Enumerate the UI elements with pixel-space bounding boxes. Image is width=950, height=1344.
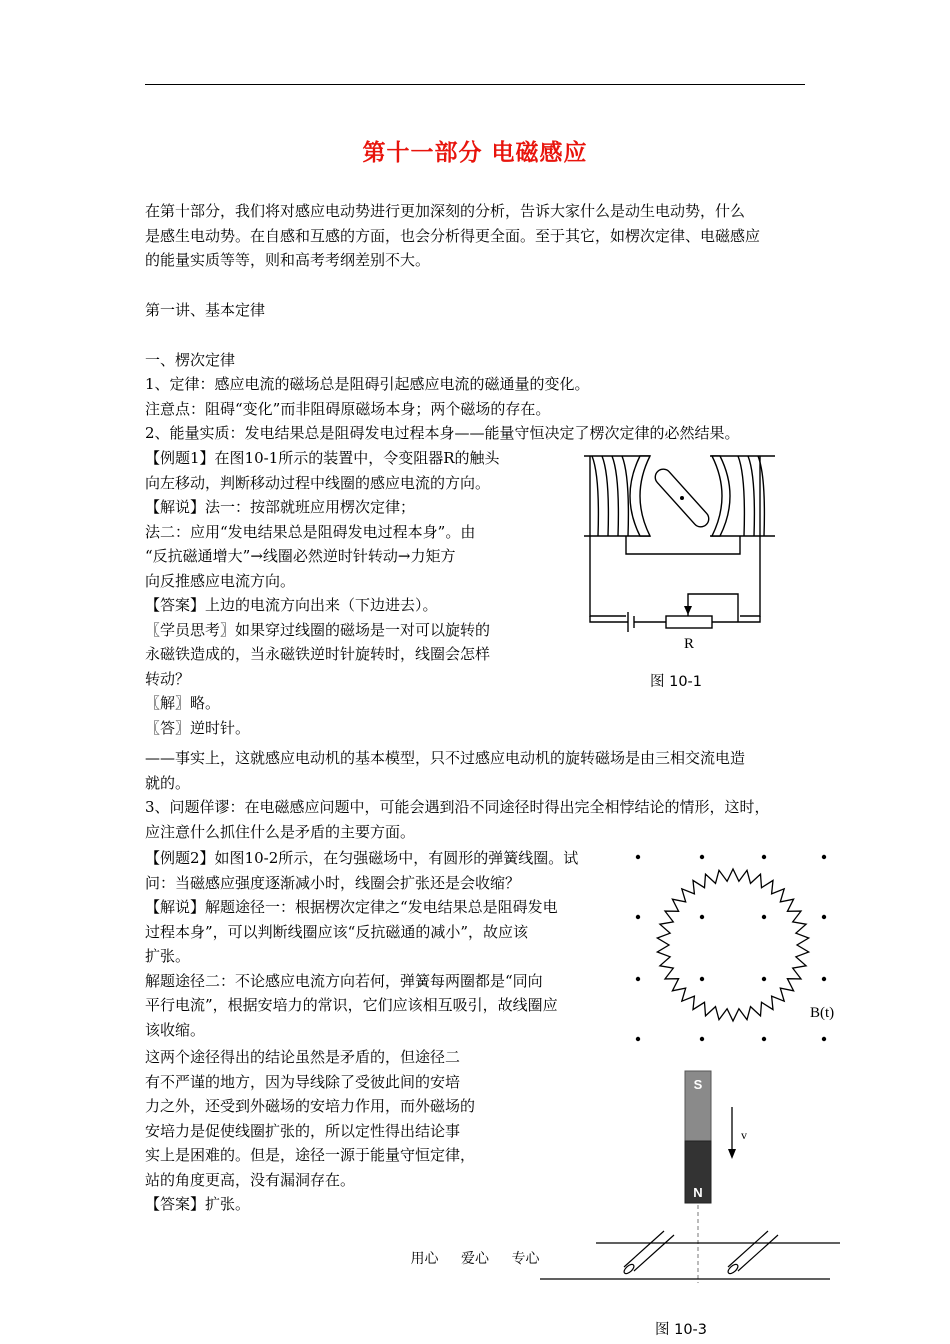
field-dot — [762, 1037, 766, 1041]
field-label: B(t) — [810, 1005, 835, 1021]
example2-line: 扩张。 — [145, 947, 191, 965]
example1-line: 【解说】法一：按部就班应用楞次定律； — [145, 498, 416, 516]
intro-line: 是感生电动势。在自感和互感的方面，也会分析得更全面。至于其它，如楞次定律、电磁感应 — [145, 226, 761, 245]
figure-10-1 — [560, 446, 810, 706]
field-dot — [822, 855, 826, 859]
field-dot — [822, 915, 826, 919]
conclusion-line: 实上是困难的。但是，途径一源于能量守恒定律， — [145, 1146, 476, 1164]
conclusion-line: 有不严谨的地方，因为导线除了受彼此间的安培 — [145, 1072, 461, 1091]
example1-line: 【例题1】在图10-1所示的装置中，令变阻器R的触头 — [145, 449, 500, 467]
field-dot — [700, 977, 704, 981]
slider-arrow-icon — [684, 606, 692, 615]
conclusion-line: 【答案】扩张。 — [145, 1195, 251, 1213]
conclusion-line: 安培力是促使线圈扩张的，所以定性得出结论事 — [145, 1121, 461, 1140]
magnet-north-label: N — [693, 1185, 703, 1200]
example1-block — [145, 446, 500, 740]
law-line: 注意点：阻碍“变化”而非阻碍原磁场本身；两个磁场的存在。 — [145, 399, 551, 418]
field-dot — [762, 977, 766, 981]
figure-10-3 — [540, 1065, 850, 1330]
page-footer — [0, 1248, 950, 1268]
figure-10-2 — [630, 845, 850, 1050]
bar-magnet — [685, 1071, 711, 1203]
example2-line: 【例题2】如图10-2所示，在匀强磁场中，有圆形的弹簧线圈。试 — [145, 849, 579, 867]
conclusion-line: 这两个途径得出的结论虽然是矛盾的，但途径二 — [145, 1048, 461, 1066]
field-dot — [636, 855, 640, 859]
field-dot — [636, 1037, 640, 1041]
footer-item: 爱心 — [461, 1251, 489, 1267]
law-block — [145, 372, 740, 446]
field-dot — [762, 855, 766, 859]
figure-10-3-caption: 图 10-3 — [655, 1322, 708, 1338]
note-line: ——事实上，这就感应电动机的基本模型，只不过感应电动机的旋转磁场是由三相交流电造 — [145, 749, 746, 767]
header-rule — [145, 84, 805, 85]
example2-line: 【解说】解题途径一：根据楞次定律之“发电结果总是阻碍发电 — [145, 898, 558, 916]
example2-line: 问：当磁感应强度逐渐减小时，线圈会扩张还是会收缩？ — [145, 873, 521, 892]
example1-line: 向反推感应电流方向。 — [145, 571, 296, 590]
note-line: 3、问题佯谬：在电磁感应问题中，可能会遇到沿不同途径时得出完全相悖结论的情形，这时， — [145, 798, 770, 816]
intro-line: 在第十部分，我们将对感应电动势进行更加深刻的分析，告诉大家什么是动生电动势，什么 — [145, 202, 746, 220]
footer-item: 专心 — [511, 1251, 540, 1267]
figure-10-1-caption: 图 10-1 — [650, 674, 703, 690]
magnet-south-label: S — [693, 1077, 703, 1092]
field-dot — [636, 977, 640, 981]
example2-line: 该收缩。 — [145, 1020, 206, 1039]
example2-line: 过程本身”，可以判断线圈应该“反抗磁通的减小”，故应该 — [145, 922, 529, 941]
field-dot — [700, 915, 704, 919]
example1-line: 转动？ — [145, 669, 191, 688]
example1-line: 向左移动，判断移动过程中线圈的感应电流的方向。 — [145, 473, 491, 492]
resistor-label: R — [684, 636, 695, 652]
note-line: 应注意什么抓住什么是矛盾的主要方面。 — [145, 822, 416, 841]
field-dot — [822, 1037, 826, 1041]
page-title: 第十一部分 电磁感应 — [362, 140, 588, 166]
spring-coil — [657, 869, 808, 1021]
field-dot — [822, 977, 826, 981]
example1-line: 〖解〗略。 — [145, 694, 221, 712]
field-dot — [700, 855, 704, 859]
example2-conclusion — [145, 1045, 475, 1217]
section-heading: 一、楞次定律 — [145, 351, 236, 369]
example2-line: 解题途径二：不论感应电流方向若何，弹簧每两圈都是“同向 — [145, 971, 543, 990]
intro-line: 的能量实质等等，则和高考考纲差别不大。 — [145, 251, 431, 269]
footer-item: 用心 — [410, 1251, 439, 1267]
field-dot — [636, 915, 640, 919]
example1-line: 法二：应用“发电结果总是阻碍发电过程本身”。由 — [145, 522, 476, 541]
field-dot — [762, 915, 766, 919]
intro-paragraph — [145, 199, 760, 273]
example1-line: 【答案】上边的电流方向出来（下边进去）。 — [145, 596, 438, 614]
law-line: 1、定律：感应电流的磁场总是阻碍引起感应电流的磁通量的变化。 — [145, 375, 590, 393]
example1-line: “反抗磁通增大”→线圈必然逆时针转动→力矩方 — [145, 547, 456, 565]
example1-line: 〖学员思考〗如果穿过线圈的磁场是一对可以旋转的 — [145, 620, 491, 639]
lecture-heading: 第一讲、基本定律 — [145, 301, 266, 319]
field-dot — [700, 1037, 704, 1041]
law-line: 2、能量实质：发电结果总是阻碍发电过程本身——能量守恒决定了楞次定律的必然结果。 — [145, 424, 740, 442]
example2-block — [145, 846, 578, 1042]
velocity-label: v — [741, 1128, 747, 1142]
example1-line: 〖答〗逆时针。 — [145, 718, 251, 737]
conclusion-line: 站的角度更高，没有漏洞存在。 — [145, 1170, 356, 1189]
conclusion-line: 力之外，还受到外磁场的安培力作用，而外磁场的 — [145, 1097, 476, 1115]
velocity-arrow-icon — [728, 1149, 736, 1159]
note-block — [145, 746, 770, 844]
example1-line: 永磁铁造成的，当永磁铁逆时针旋转时，线圈会怎样 — [145, 645, 491, 663]
example2-line: 平行电流”，根据安培力的常识，它们应该相互吸引，故线圈应 — [145, 996, 558, 1014]
note-line: 就的。 — [145, 773, 191, 792]
